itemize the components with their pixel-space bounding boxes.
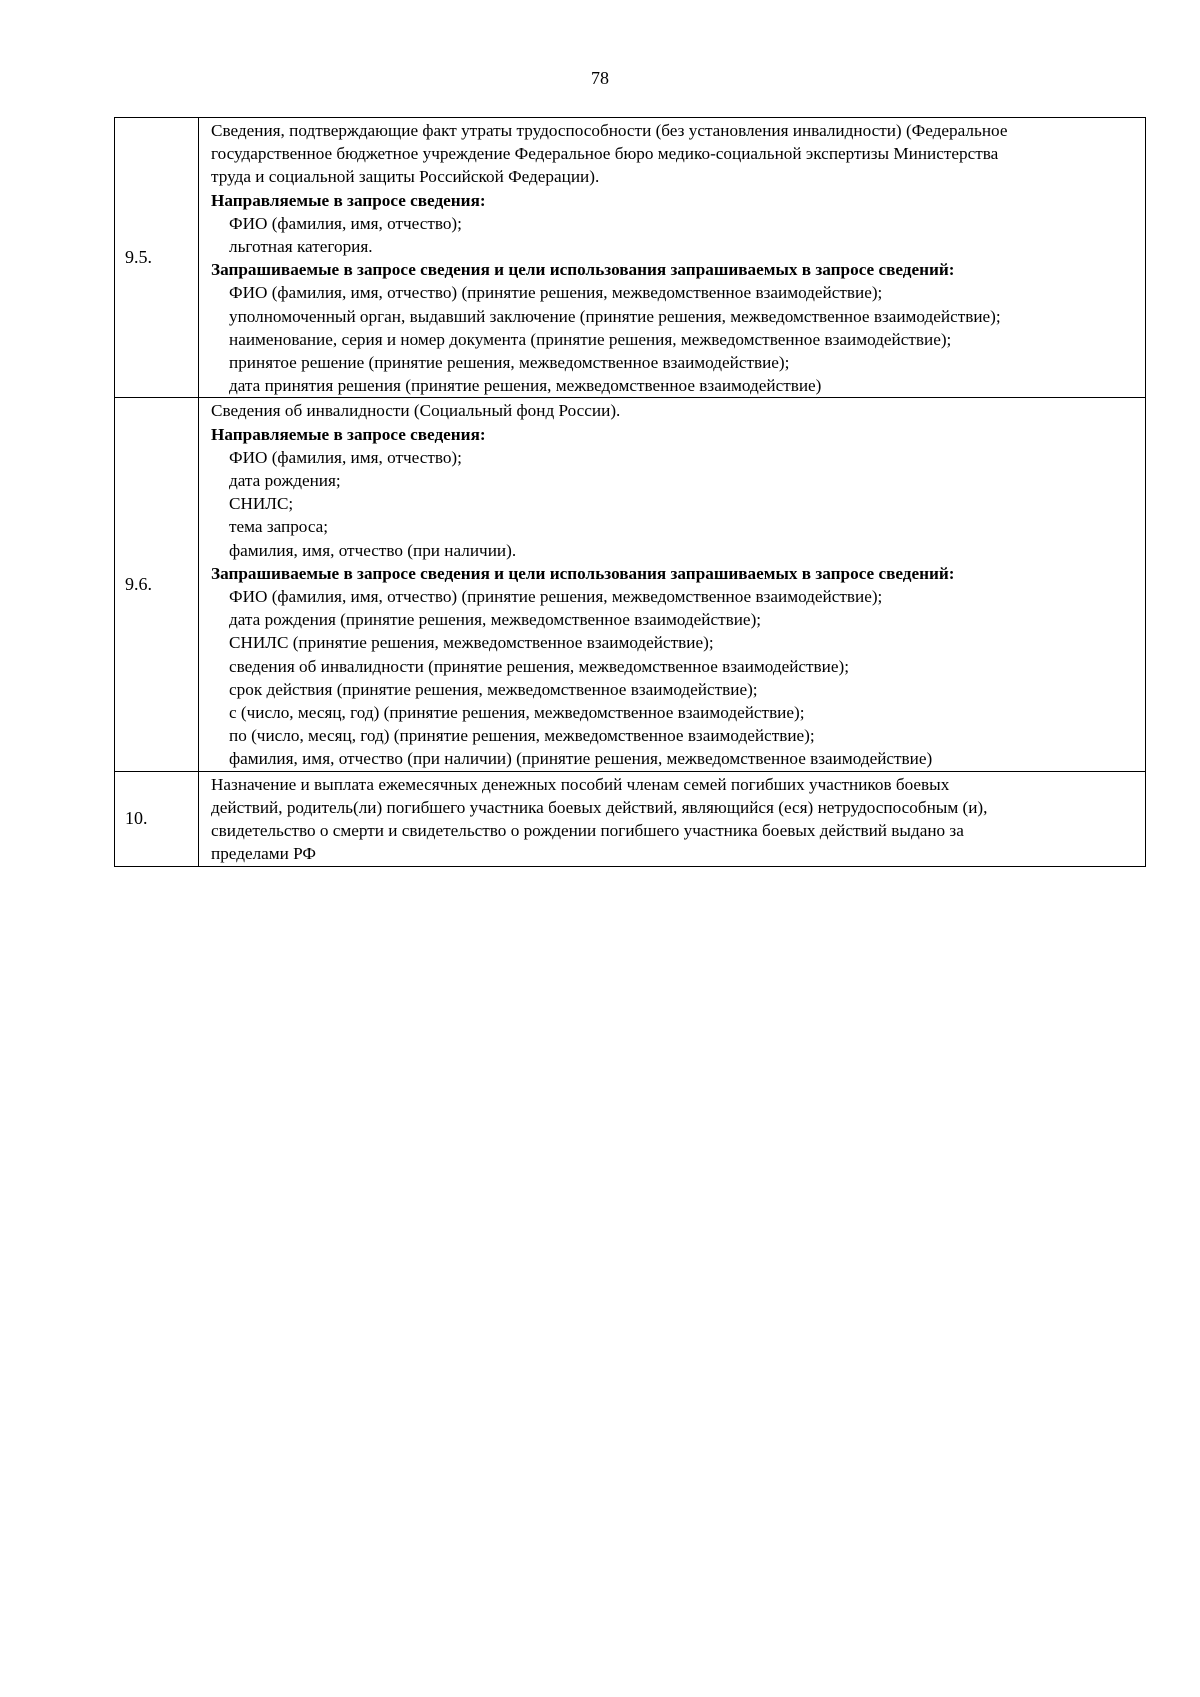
requested-item: дата принятия решения (принятие решения, межведомственное взаимодействие) [229,376,822,396]
sent-item: тема запроса; [229,517,329,537]
intro-line: государственное бюджетное учреждение Федеральное бюро медико-социальной экспертизы Министерства [211,144,999,164]
requested-item: ФИО (фамилия, имя, отчество) (принятие решения, межведомственное взаимодействие); [229,283,883,303]
sent-item: дата рождения; [229,471,341,491]
sent-heading: Направляемые в запросе сведения: [211,190,486,210]
sent-item: СНИЛС; [229,494,294,514]
row-number: 10. [115,771,199,866]
intro-line: Назначение и выплата ежемесячных денежных пособий членам семей погибших участников боевых [211,774,950,794]
requested-item: дата рождения (принятие решения, межведомственное взаимодействие); [229,610,762,630]
intro-line: пределами РФ [211,844,316,864]
requested-item: сведения об инвалидности (принятие решения, межведомственное взаимодействие); [229,656,849,676]
intro-line: действий, родитель(ли) погибшего участника боевых действий, являющийся (еся) нетрудоспособным (и), [211,797,988,817]
sent-item: ФИО (фамилия, имя, отчество); [229,447,462,467]
table-row [115,118,1146,398]
requested-item: срок действия (принятие решения, межведомственное взаимодействие); [229,679,758,699]
requested-item: фамилия, имя, отчество (при наличии) (принятие решения, межведомственное взаимодействие) [229,749,933,769]
table-row [115,398,1146,771]
row-content [199,118,1146,398]
intro-line: Сведения, подтверждающие факт утраты трудоспособности (без установления инвалидности) (Федеральное [211,121,1008,140]
intro-line: свидетельство о смерти и свидетельство о рождении погибшего участника боевых действий выдано за [211,821,964,841]
table-row [115,771,1146,866]
row-number: 9.6. [115,398,199,771]
sent-item: ФИО (фамилия, имя, отчество); [229,213,462,233]
row-number: 9.5. [115,118,199,398]
sent-item: фамилия, имя, отчество (при наличии). [229,540,517,560]
requested-item: ФИО (фамилия, имя, отчество) (принятие решения, межведомственное взаимодействие); [229,587,883,607]
page-number: 78 [591,68,609,88]
requests-table [114,117,1146,867]
requested-item: наименование, серия и номер документа (принятие решения, межведомственное взаимодействие); [229,329,952,349]
requested-item: СНИЛС (принятие решения, межведомственное взаимодействие); [229,633,714,653]
requested-item: принятое решение (принятие решения, межведомственное взаимодействие); [229,353,790,373]
requested-item: уполномоченный орган, выдавший заключение (принятие решения, межведомственное взаимодействие); [229,306,1001,326]
row-content [199,771,1146,866]
row-content [199,398,1146,771]
sent-item: льготная категория. [229,237,373,257]
intro-line: Сведения об инвалидности (Социальный фонд России). [211,401,621,421]
requested-item: с (число, месяц, год) (принятие решения, межведомственное взаимодействие); [229,703,805,723]
requested-item: по (число, месяц, год) (принятие решения, межведомственное взаимодействие); [229,726,815,746]
requested-heading: Запрашиваемые в запросе сведения и цели использования запрашиваемых в запросе сведений: [211,563,955,583]
intro-line: труда и социальной защиты Российской Федерации). [211,167,600,187]
requested-heading: Запрашиваемые в запросе сведения и цели использования запрашиваемых в запросе сведений: [211,260,955,280]
sent-heading: Направляемые в запросе сведения: [211,424,486,444]
